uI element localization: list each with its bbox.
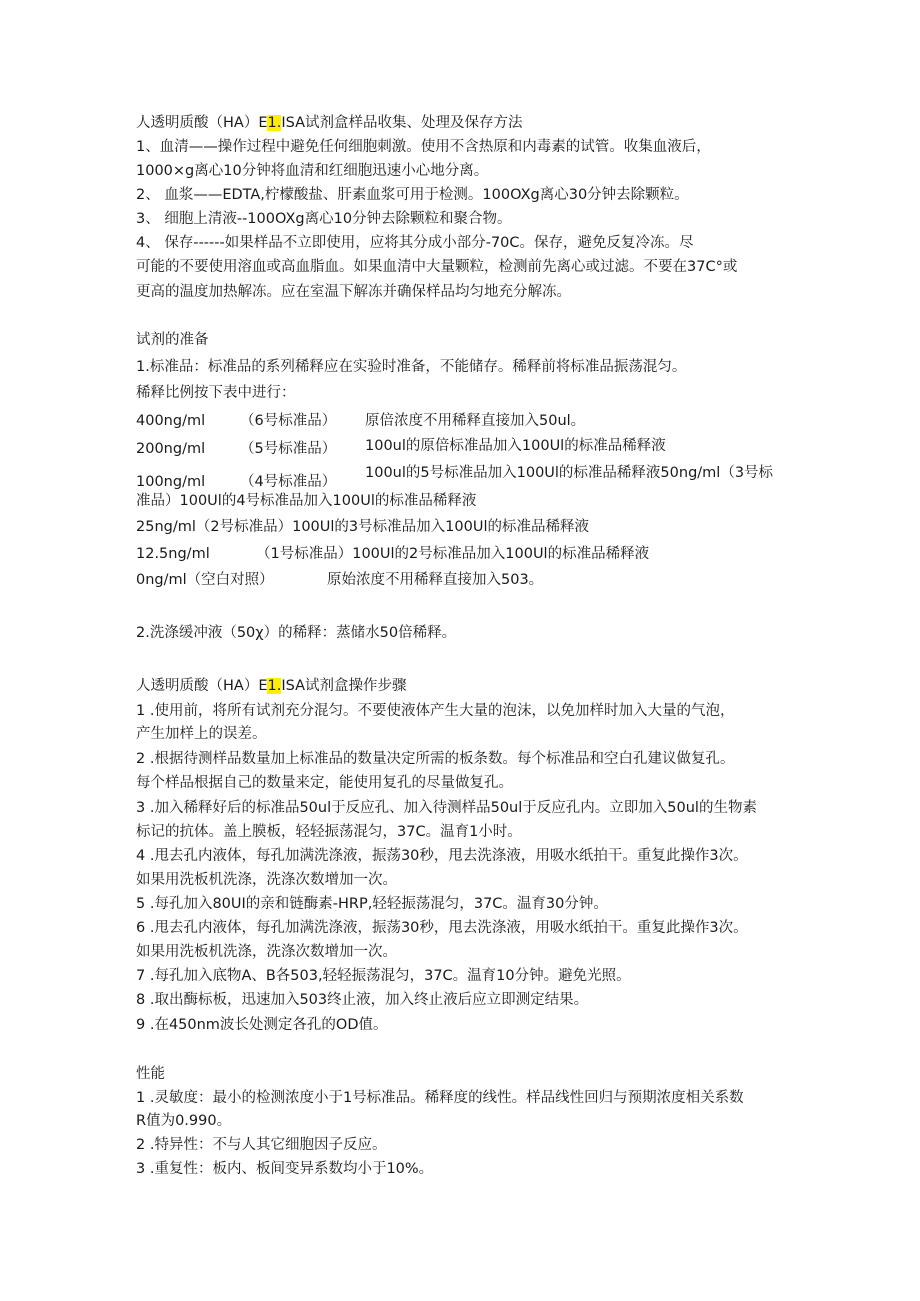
step-line: 产生加样上的误差。 [136, 726, 267, 742]
paragraph-line: 3、 细胞上清液--100OXg离心10分钟去除颗粒和聚合物。 [136, 211, 512, 227]
step-line: 1 .使用前，将所有试剂充分混匀。不要使液体产生大量的泡沫，以免加样时加入大量的气泡， [136, 703, 735, 719]
paragraph-line: 可能的不要使用溶血或高血脂血。如果血清中大量颗粒，检测前先离心或过滤。不要在37C°或 [136, 259, 738, 275]
dilution-instruction: 原倍浓度不用稀释直接加入50ul。 [365, 413, 586, 429]
paragraph-line: 更高的温度加热解冻。应在室温下解冻并确保样品均匀地充分解冻。 [136, 284, 571, 300]
dilution-row-clipped [136, 465, 816, 490]
paragraph-line: 1000×g离心10分钟将血清和红细胞迅速小心地分离。 [136, 163, 489, 179]
concentration: 200ng/ml [136, 441, 206, 457]
title-highlight: 1. [267, 115, 282, 131]
title-highlight: 1. [267, 678, 282, 694]
step-line: 标记的抗体。盖上膜板，轻轻振荡混匀，37C。温育1小时。 [136, 824, 522, 840]
performance-line: 3 .重复性：板内、板间变异系数均小于10%。 [136, 1161, 434, 1177]
paragraph-line: 稀释比例按下表中进行： [136, 385, 296, 401]
section-title-reagent-prep: 试剂的准备 [136, 332, 209, 348]
standard-number: （6号标准品） [240, 413, 337, 429]
performance-line: 2 .特异性：不与人其它细胞因子反应。 [136, 1137, 387, 1153]
step-line: 7 .每孔加入底物A、B各503,轻轻振荡混匀，37C。温育10分钟。避免光照。 [136, 968, 631, 984]
section-title-performance: 性能 [136, 1066, 165, 1082]
step-line: 4 .甩去孔内液体，每孔加满洗涤液，振荡30秒，甩去洗涤液，用吸水纸拍干。重复此操作3次。 [136, 848, 748, 864]
title-prefix: 人透明质酸（HA）E [136, 678, 268, 694]
dilution-instruction: 100ul的5号标准品加入100Ul的标准品稀释液50ng/ml（3号标 [365, 465, 774, 481]
paragraph-line: 2、 血浆——EDTA,柠檬酸盐、肝素血浆可用于检测。100OXg离心30分钟去除颗粒。 [136, 187, 689, 203]
standard-number: （5号标准品） [240, 441, 337, 457]
title-suffix: ISA试剂盒样品收集、处理及保存方法 [281, 115, 523, 131]
step-line: 如果用洗板机洗涤，洗涤次数增加一次。 [136, 872, 397, 888]
paragraph-line: 25ng/ml（2号标准品）100Ul的3号标准品加入100Ul的标准品稀释液 [136, 519, 589, 535]
paragraph-line: 1.标准品：标准品的系列稀释应在实验时准备，不能储存。稀释前将标准品振荡混匀。 [136, 359, 687, 375]
title-prefix: 人透明质酸（HA）E [136, 115, 268, 131]
step-line: 5 .每孔加入80UI的亲和链酶素-HRP,轻轻振荡混匀，37C。温育30分钟。 [136, 896, 608, 912]
section-title-sample-collection [136, 113, 523, 133]
paragraph-line: 准品）100Ul的4号标准品加入100Ul的标准品稀释液 [136, 493, 477, 509]
dilution-row [136, 544, 816, 564]
step-line: 8 .取出酶标板，迅速加入503终止液，加入终止液后应立即测定结果。 [136, 992, 589, 1008]
step-line: 每个样品根据自己的数量来定，能使用复孔的尽量做复孔。 [136, 775, 513, 791]
dilution-row [136, 570, 816, 590]
paragraph-line: 1、血清——操作过程中避免任何细胞刺激。使用不含热原和内毒素的试管。收集血液后， [136, 139, 711, 155]
step-line: 9 .在450nm波长处测定各孔的OD值。 [136, 1017, 388, 1033]
wash-buffer-dilution: 2.洗涤缓冲液（50χ）的稀释：蒸储水50倍稀释。 [136, 625, 457, 641]
paragraph-line: 4、 保存------如果样品不立即使用，应将其分成小部分-70C。保存，避免反复冷冻。尽 [136, 235, 694, 251]
concentration: 100ng/ml [136, 474, 206, 490]
dilution-instruction: （1号标准品）100Ul的2号标准品加入100Ul的标准品稀释液 [256, 546, 650, 562]
dilution-instruction: 100ul的原倍标准品加入100Ul的标准品稀释液 [365, 438, 666, 454]
performance-line: R值为0.990。 [136, 1113, 232, 1129]
standard-number: （4号标准品） [240, 474, 337, 490]
title-suffix: ISA试剂盒操作步骤 [281, 678, 407, 694]
dilution-instruction: 原始浓度不用稀释直接加入503。 [327, 572, 544, 588]
performance-line: 1 .灵敏度：最小的检测浓度小于1号标准品。稀释度的线性。样品线性回归与预期浓度相关系数 [136, 1090, 744, 1106]
concentration: 400ng/ml [136, 413, 206, 429]
step-line: 2 .根据待测样品数量加上标准品的数量决定所需的板条数。每个标准品和空白孔建议做复孔。 [136, 751, 735, 767]
dilution-row [136, 411, 816, 431]
concentration: 0ng/ml（空白对照） [136, 572, 274, 588]
step-line: 6 .甩去孔内液体，每孔加满洗涤液，振荡30秒，甩去洗涤液，用吸水纸拍干。重复此操作3次。 [136, 920, 748, 936]
concentration: 12.5ng/ml [136, 546, 210, 562]
section-title-procedure [136, 676, 407, 696]
step-line: 3 .加入稀释好后的标准品50ul于反应孔、加入待测样品50ul于反应孔内。立即加入50ul的生物素 [136, 800, 757, 816]
dilution-row [136, 439, 816, 459]
step-line: 如果用洗板机洗涤，洗涤次数增加一次。 [136, 944, 397, 960]
